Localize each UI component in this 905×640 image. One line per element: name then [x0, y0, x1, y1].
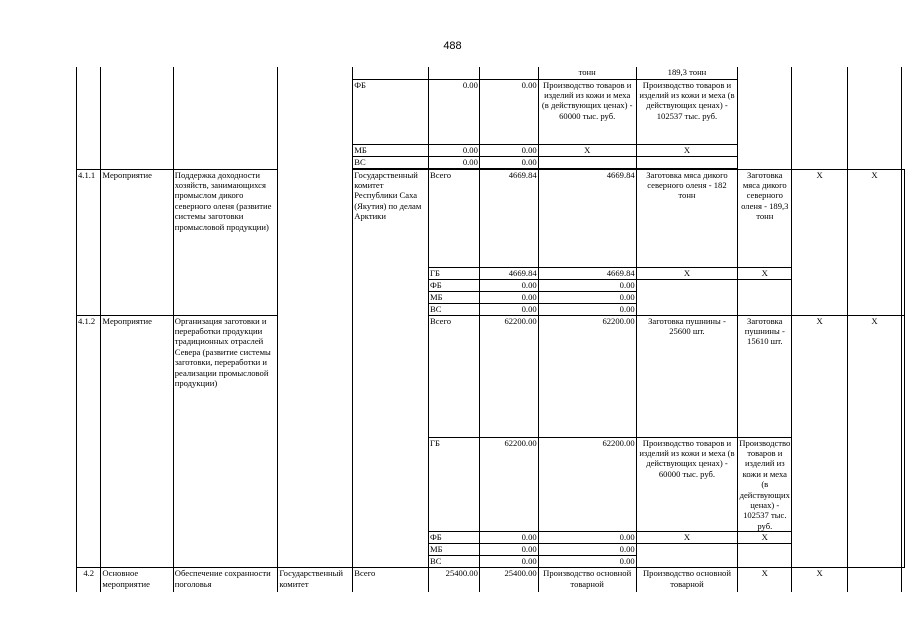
target-2023: Заготовка мяса дикого северного оленя - 182 тонн [636, 169, 738, 267]
amount-total: 0.00 [479, 303, 538, 315]
amount-total: 0.00 [479, 532, 538, 544]
table-row [77, 67, 905, 79]
amount-year: 0.00 [538, 291, 636, 303]
target-2024: Заготовка мяса дикого северного оленя - 189,3 тонн [738, 169, 792, 267]
mark-x: X [792, 568, 848, 592]
amount-year: 4669.84 [538, 267, 636, 279]
funding-source: ВС [353, 156, 429, 168]
amount-total: 62200.00 [479, 437, 538, 532]
funding-source: МБ [429, 544, 480, 556]
funding-source: ВС [429, 303, 480, 315]
program-measures-table [76, 67, 905, 592]
target-2023: Производство основной товарной [538, 568, 636, 592]
mark-x: X [738, 568, 792, 592]
funding-source: ГБ [429, 437, 480, 532]
funding-source: ГБ [429, 267, 480, 279]
amount-year: 0.00 [479, 79, 538, 144]
target-2023: X [538, 144, 636, 156]
funding-source: ФБ [353, 79, 429, 144]
funding-source: ФБ [429, 532, 480, 544]
amount-total: 0.00 [429, 79, 480, 144]
amount-year: 0.00 [538, 532, 636, 544]
funding-source: ВС [429, 556, 480, 568]
row-number: 4.1.1 [77, 169, 101, 315]
target-2023: Производство товаров и изделий из кожи и меха (в действующих ценах) - 60000 тыс. руб. [538, 79, 636, 144]
amount-year: 0.00 [479, 144, 538, 156]
mark-x: X [792, 315, 848, 568]
target-2024: 189,3 тонн [636, 67, 738, 79]
amount-total: 0.00 [479, 279, 538, 291]
target-2024: X [738, 532, 792, 544]
target-2023: X [636, 267, 738, 279]
target-2024: Заготовка пушнины - 15610 шт. [738, 315, 792, 437]
target-2024: Производство основной товарной [636, 568, 738, 592]
amount-total: 4669.84 [479, 267, 538, 279]
mark-x: X [848, 169, 902, 315]
table-row [77, 568, 905, 592]
amount-year: 0.00 [538, 544, 636, 556]
target-2023: X [636, 532, 738, 544]
amount-total: 25400.00 [429, 568, 480, 592]
page-number: 488 [443, 40, 462, 52]
target-2024: X [738, 267, 792, 279]
mark-x: X [792, 169, 848, 315]
amount-year: 0.00 [538, 556, 636, 568]
mark-x: X [848, 315, 902, 568]
amount-year: 0.00 [538, 279, 636, 291]
amount-year: 25400.00 [479, 568, 538, 592]
executor: Государственный комитет [278, 568, 353, 592]
row-type: Мероприятие [101, 169, 173, 315]
target-2024: X [636, 144, 738, 156]
funding-source: МБ [429, 291, 480, 303]
funding-source: Всего [429, 315, 480, 437]
amount-year: 62200.00 [538, 437, 636, 532]
amount-total: 0.00 [429, 144, 480, 156]
funding-source: МБ [353, 144, 429, 156]
target-2024: Производство товаров и изделий из кожи и меха (в действующих ценах) - 102537 тыс. руб. [636, 79, 738, 144]
table-row [77, 315, 905, 437]
amount-year: 62200.00 [538, 315, 636, 437]
table-row [77, 169, 905, 267]
funding-source: Всего [429, 169, 480, 267]
amount-total: 4669.84 [479, 169, 538, 267]
amount-year: 4669.84 [538, 169, 636, 267]
row-number: 4.1.2 [77, 315, 101, 568]
amount-total: 62200.00 [479, 315, 538, 437]
funding-source: ФБ [429, 279, 480, 291]
amount-total: 0.00 [479, 556, 538, 568]
amount-year: 0.00 [538, 303, 636, 315]
measure-name: Поддержка доходности хозяйств, занимающихся промыслом дикого северного оленя (развитие системы заготовки промысловой продукции) [173, 169, 278, 315]
target-2023: Заготовка пушнины - 25600 шт. [636, 315, 738, 437]
amount-total: 0.00 [429, 156, 480, 168]
amount-total: 0.00 [479, 291, 538, 303]
target-2023: тонн [538, 67, 636, 79]
amount-total: 0.00 [479, 544, 538, 556]
row-type: Мероприятие [101, 315, 173, 568]
executor: Государственный комитет Республики Саха (Якутия) по делам Арктики [353, 169, 429, 568]
target-2024: Производство товаров и изделий из кожи и меха (в действующих ценах) - 102537 тыс. руб. [739, 437, 791, 531]
amount-year: 0.00 [479, 156, 538, 168]
row-number: 4.2 [77, 568, 101, 592]
measure-name: Организация заготовки и переработки продукции традиционных отраслей Севера (развитие системы заготовки, переработки и реализации промысловой продукции) [173, 315, 278, 568]
row-type: Основное мероприятие [101, 568, 173, 592]
target-2023: Производство товаров и изделий из кожи и меха (в действующих ценах) - 60000 тыс. руб. [636, 437, 738, 532]
measure-name: Обеспечение сохранности поголовья [173, 568, 278, 592]
funding-source: Всего [353, 568, 429, 592]
